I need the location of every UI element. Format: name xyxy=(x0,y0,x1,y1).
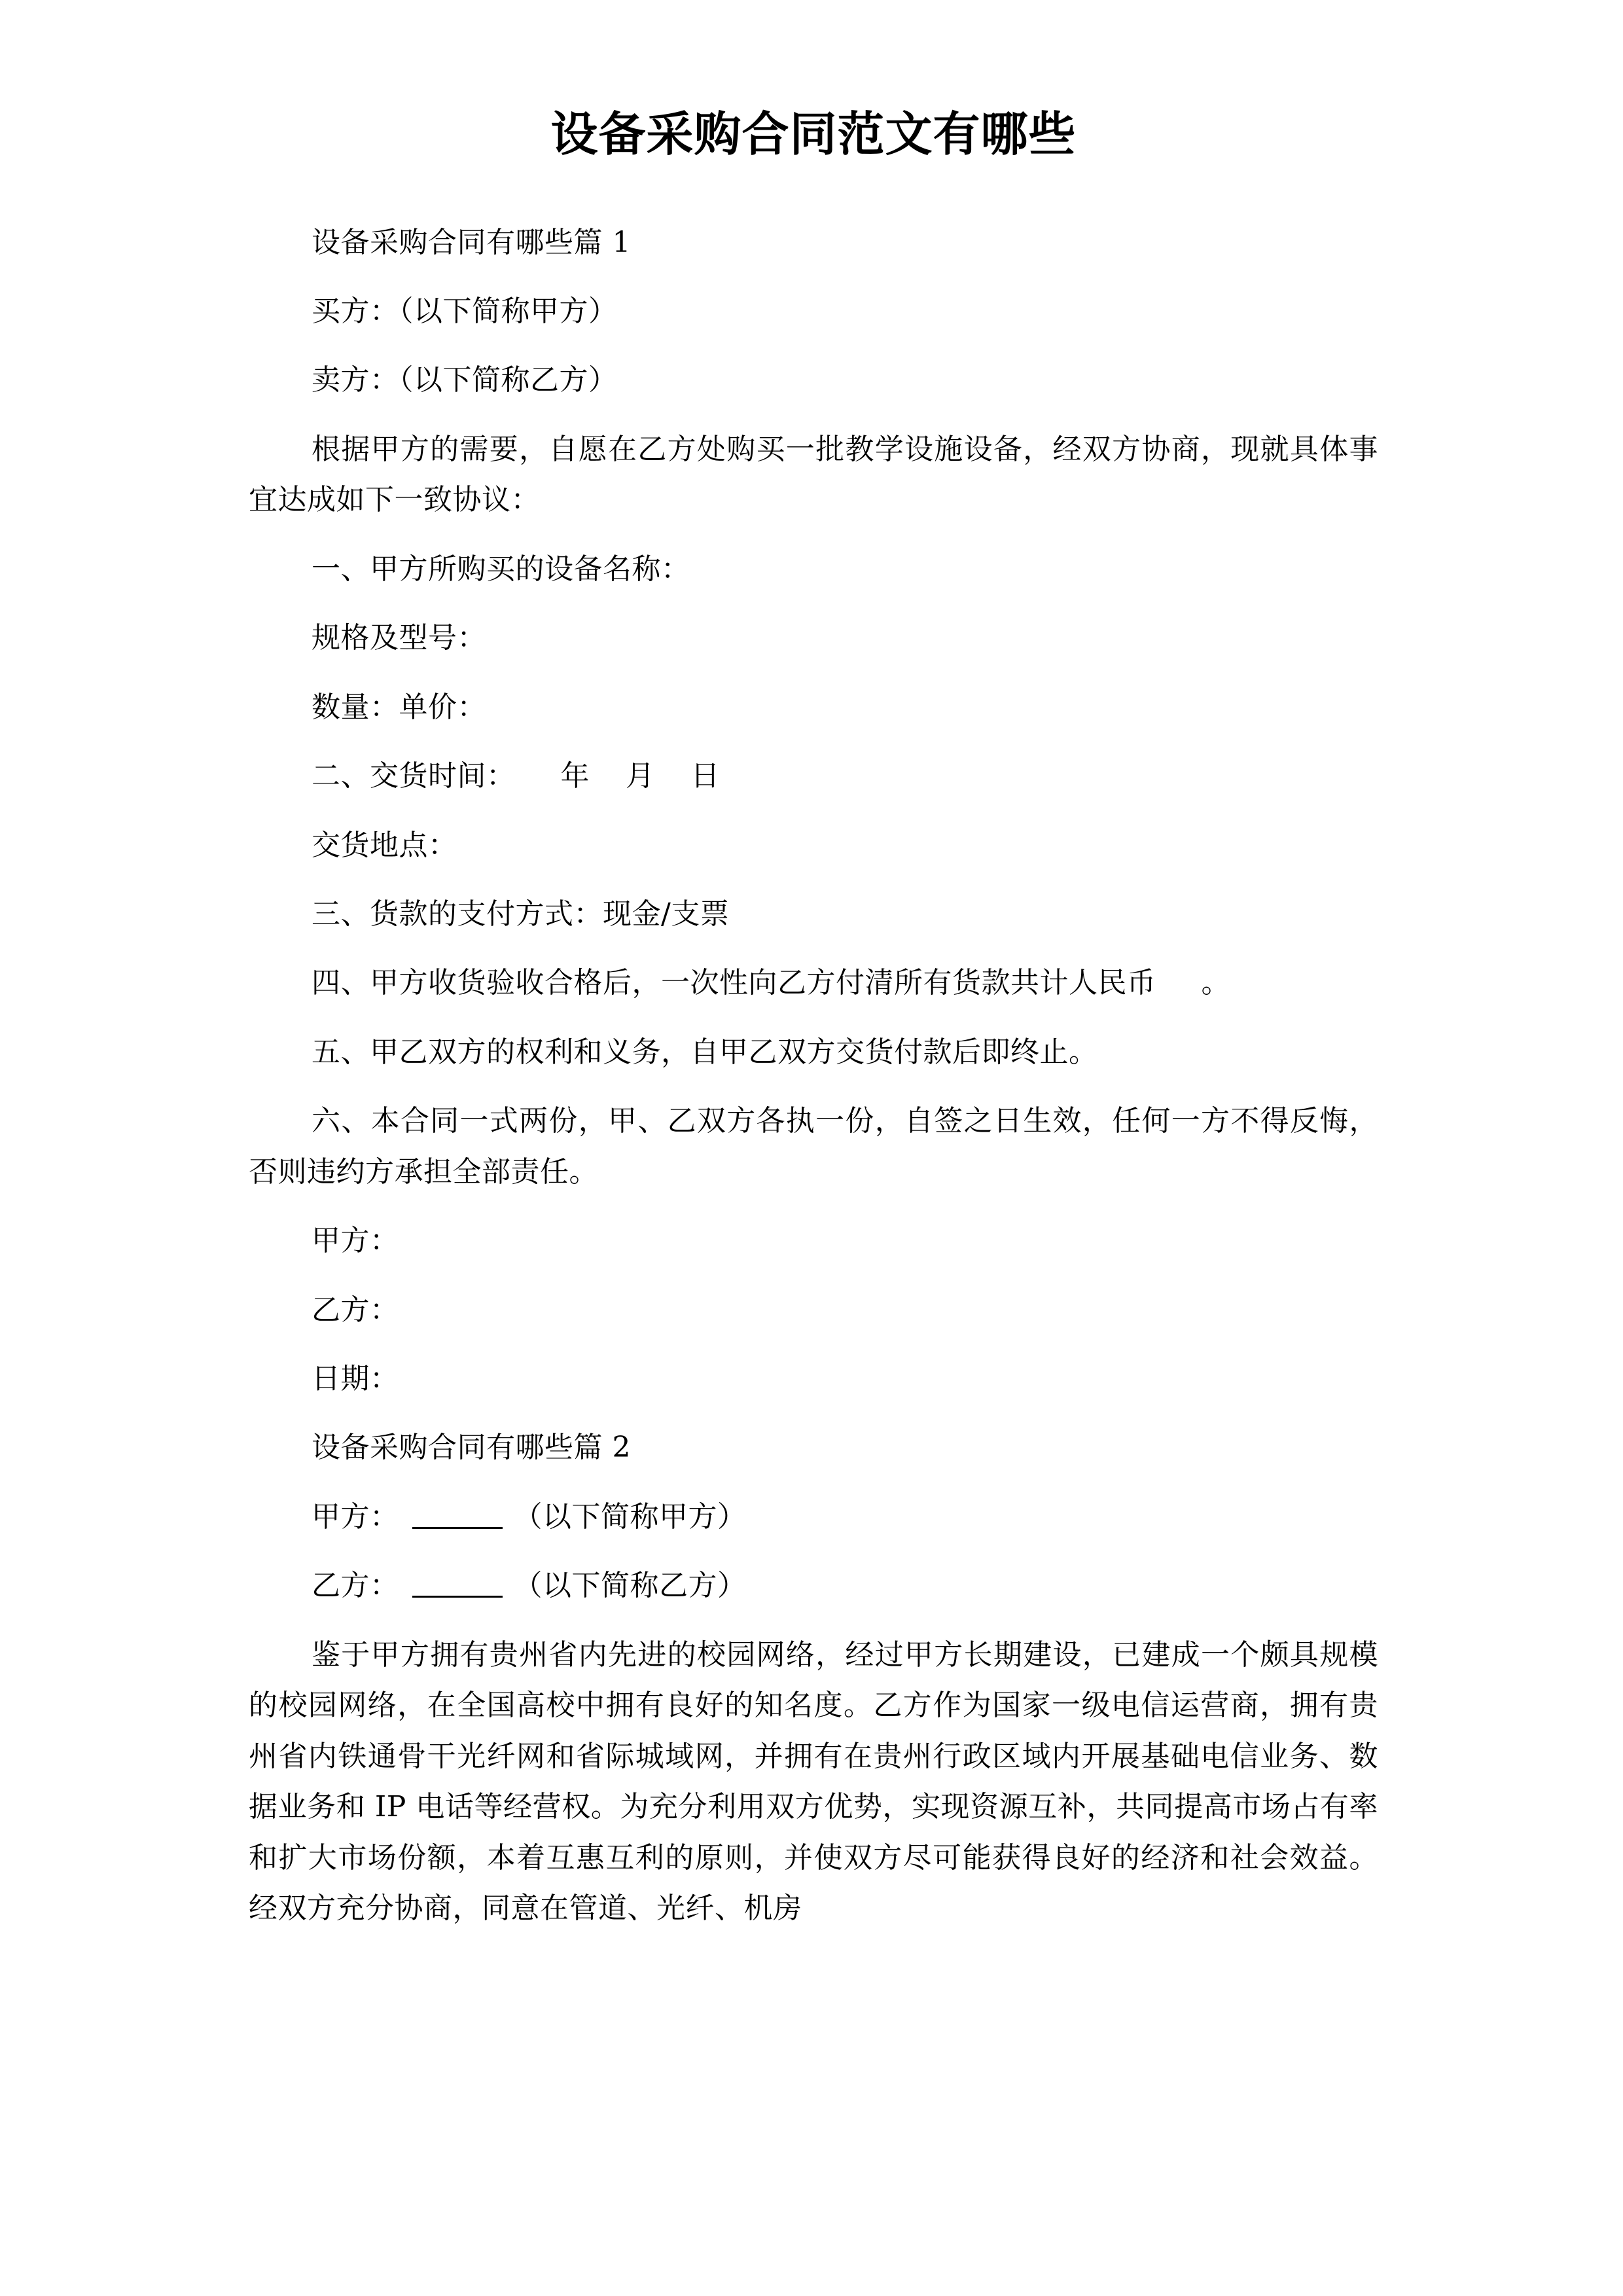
party-a-blank-field[interactable] xyxy=(412,1527,503,1529)
preamble-paragraph: 根据甲方的需要，自愿在乙方处购买一批教学设施设备，经双方协商，现就具体事宜达成如下一致协议： xyxy=(249,432,1378,517)
clause-3-payment-method: 三、货款的支付方式：现金/支票 xyxy=(312,897,730,931)
buyer-line: 买方：（以下简称甲方） xyxy=(312,295,618,329)
recital-paragraph: 鉴于甲方拥有贵州省内先进的校园网络，经过甲方长期建设，已建成一个颇具规模的校园网络，在全国高校中拥有良好的知名度。乙方作为国家一级电信运营商，拥有贵州省内铁通骨干光纤网和省际城域网，并拥有在贵州行政区域内开展基础电信业务、数据业务和 IP 电话等经营权。为充分利用双方优势，实现资源互补，共同提高市场占有率和扩大市场份额，本着互惠互利的原则，并使双方尽可能获得良好的经济和社会效益。经双方充分协商，同意在管道、光纤、机房 xyxy=(249,1638,1378,1925)
clause-6-copies-validity: 六、本合同一式两份，甲、乙双方各执一份，自签之日生效，任何一方不得反悔，否则违约方承担全部责任。 xyxy=(249,1104,1378,1189)
party-b-blank-line xyxy=(249,1560,1378,1611)
clause-4-period: 。 xyxy=(1201,966,1230,1000)
heading-sample-1: 设备采购合同有哪些篇 1 xyxy=(312,225,631,259)
document-body xyxy=(249,217,1378,1934)
heading-sample-2: 设备采购合同有哪些篇 2 xyxy=(312,1431,631,1465)
month-placeholder: 月 xyxy=(626,759,655,793)
signature-date: 日期： xyxy=(312,1362,399,1396)
clause-2-delivery-time xyxy=(249,751,1378,801)
clause-4-text: 四、甲方收货验收合格后，一次性向乙方付清所有货款共计人民币 xyxy=(312,966,1156,1000)
delivery-place-line: 交货地点： xyxy=(312,828,457,862)
party-a-label: 甲方： xyxy=(312,1499,399,1534)
clause-4-payment-settlement xyxy=(249,958,1378,1008)
page-title: 设备采购合同范文有哪些 xyxy=(550,107,1077,162)
signature-party-a: 甲方： xyxy=(312,1224,399,1258)
year-placeholder: 年 xyxy=(560,759,590,793)
party-a-blank-line xyxy=(249,1492,1378,1542)
party-b-label: 乙方： xyxy=(312,1569,399,1603)
day-placeholder: 日 xyxy=(690,759,720,793)
signature-party-b: 乙方： xyxy=(312,1293,399,1327)
clause-2-label: 二、交货时间： xyxy=(312,759,516,793)
spec-and-model-line: 规格及型号： xyxy=(312,621,486,655)
quantity-and-unit-price-line: 数量：单价： xyxy=(312,690,486,724)
clause-1-equipment-name: 一、甲方所购买的设备名称： xyxy=(312,552,690,586)
party-b-blank-field[interactable] xyxy=(412,1596,503,1598)
seller-line: 卖方：（以下简称乙方） xyxy=(312,363,618,397)
party-b-suffix: （以下简称乙方） xyxy=(513,1569,747,1603)
page-content-area xyxy=(249,0,1378,1933)
party-a-suffix: （以下简称甲方） xyxy=(513,1499,747,1534)
clause-5-rights-obligations: 五、甲乙双方的权利和义务，自甲乙双方交货付款后即终止。 xyxy=(312,1035,1098,1069)
